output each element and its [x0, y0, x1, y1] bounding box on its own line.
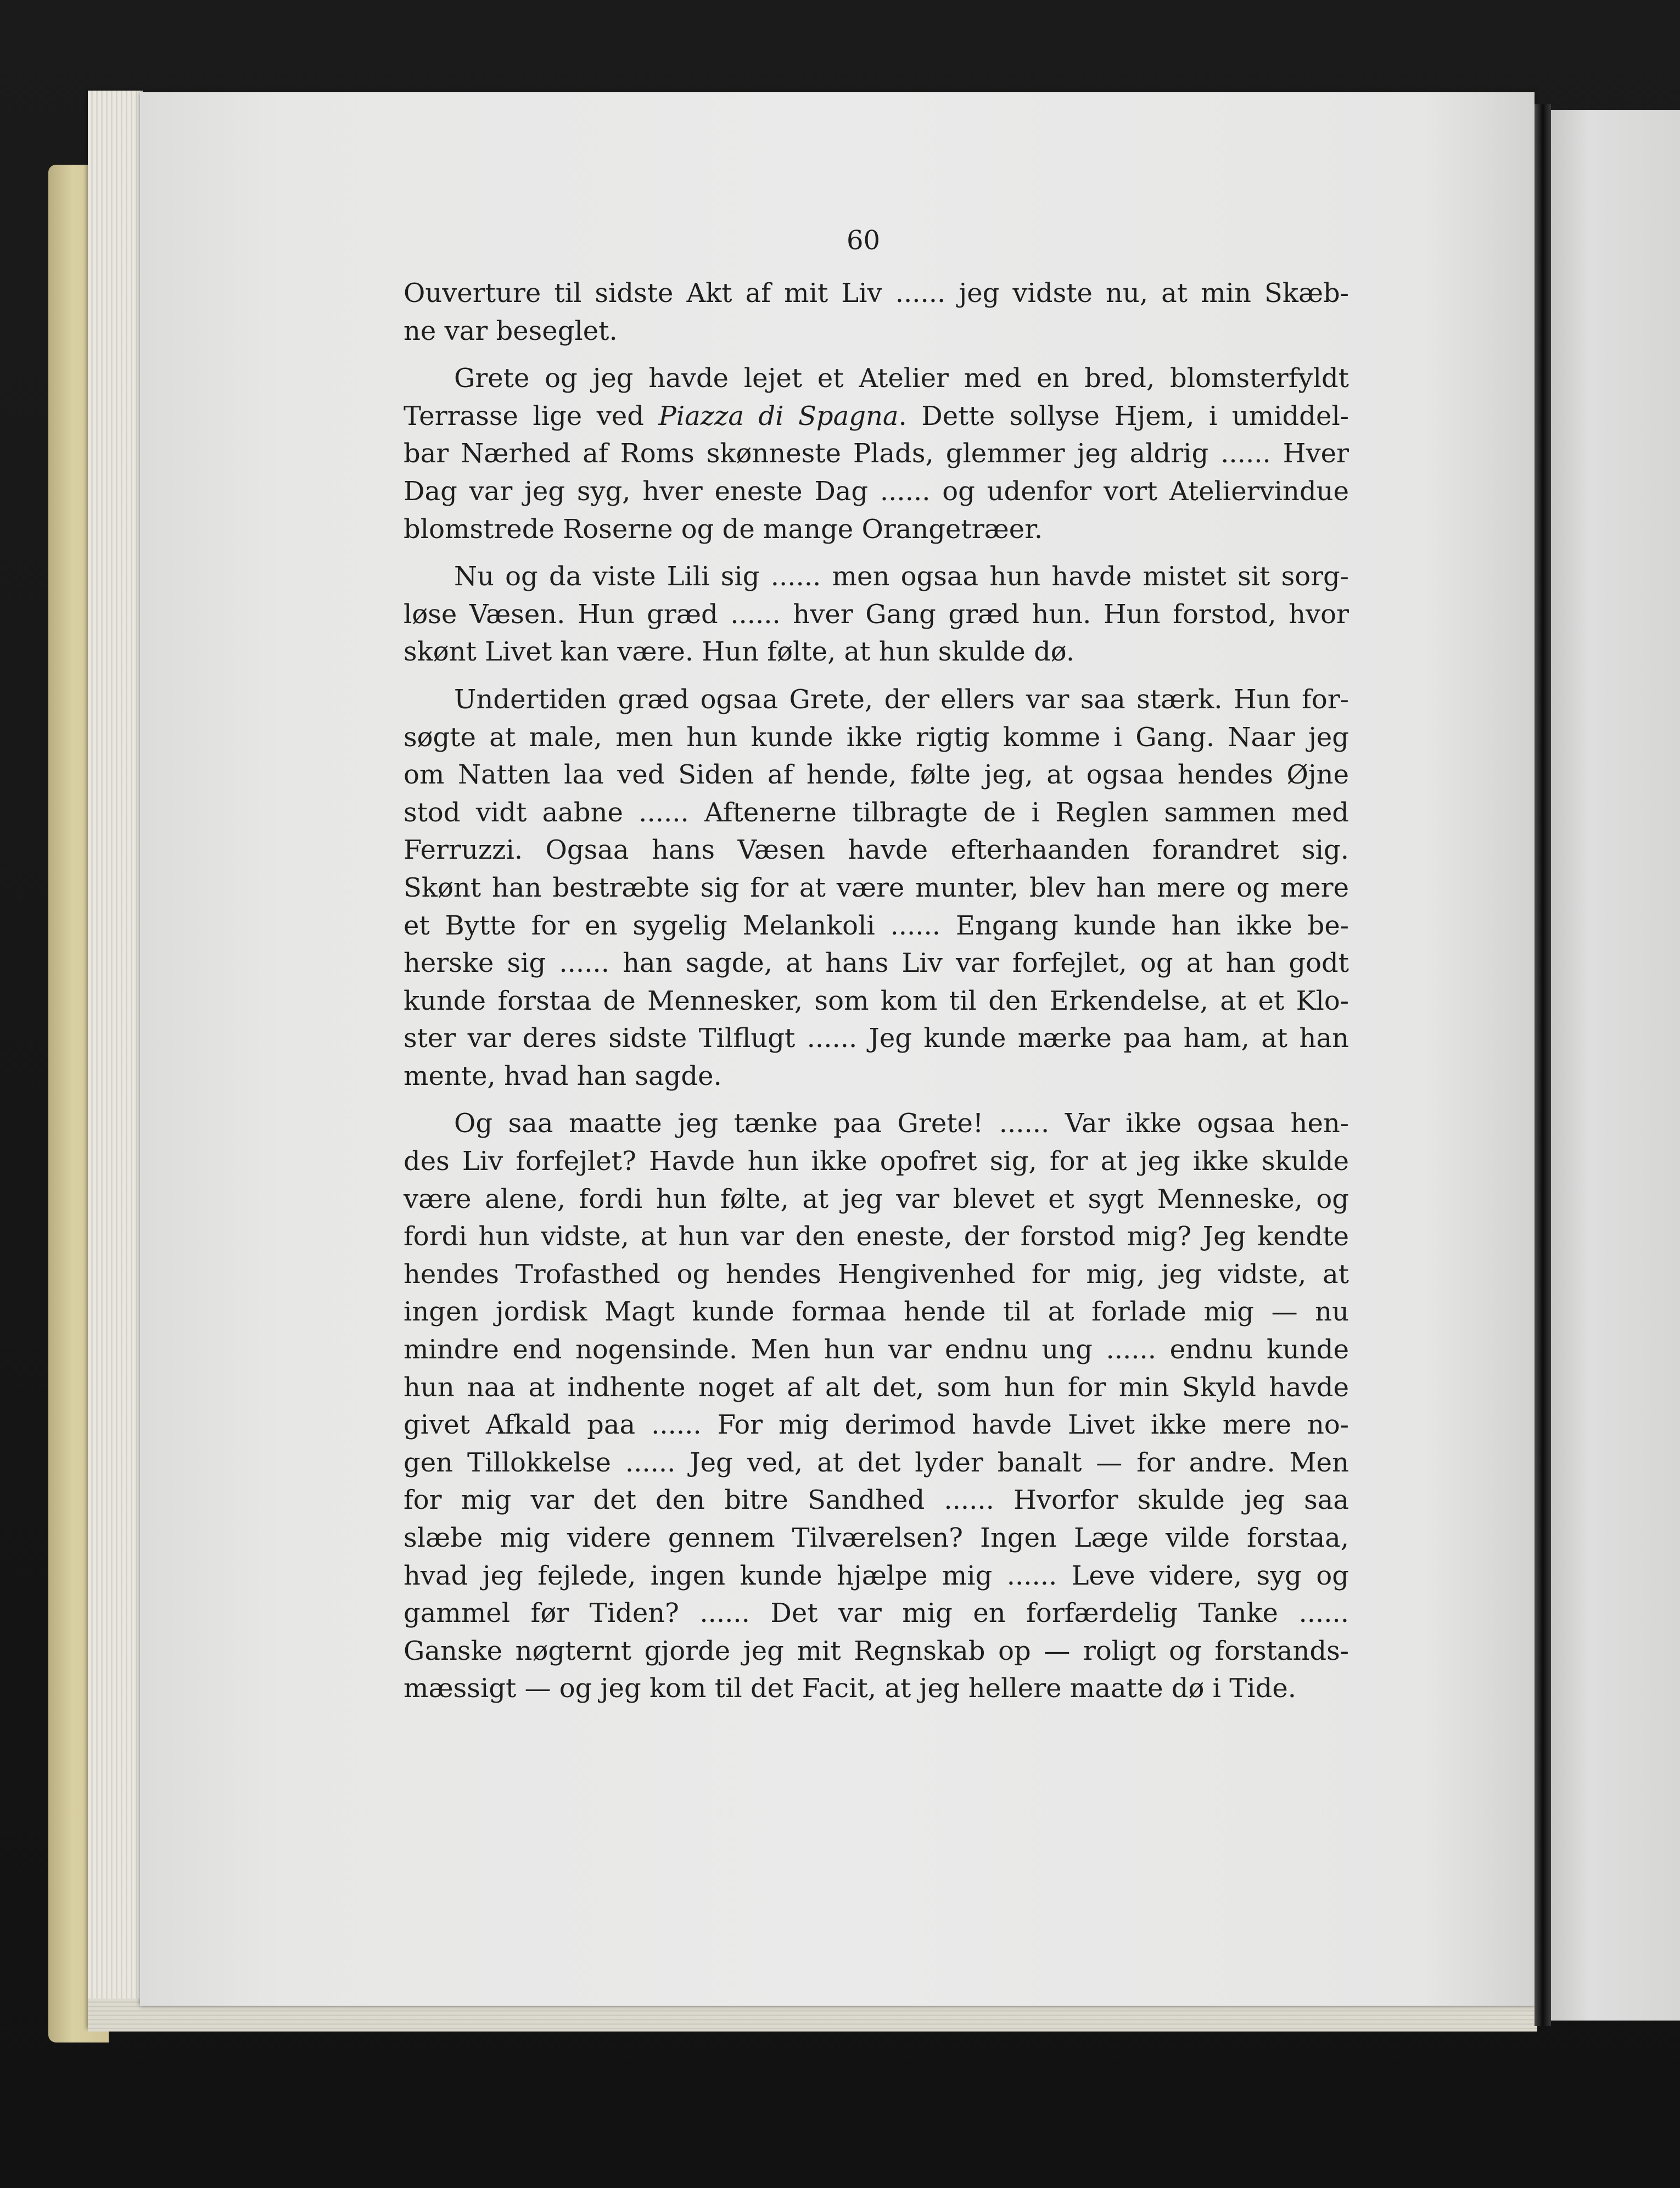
text-line: for mig var det den bitre Sandhed ...... Hvorfor skulde jeg saa	[404, 1485, 1349, 1516]
text-line: ster var deres sidste Tilflugt ...... Jeg kunde mærke paa ham, at han	[404, 1023, 1349, 1054]
text-line: kunde forstaa de Mennesker, som kom til den Erkendelse, at et Klo-	[404, 985, 1349, 1016]
text-line: bar Nærhed af Roms skønneste Plads, glemmer jeg aldrig ...... Hver	[404, 438, 1349, 469]
book-gutter	[1535, 104, 1551, 2026]
text-line: ne var beseglet.	[404, 315, 618, 346]
text-line: blomstrede Roserne og de mange Orangetræer.	[404, 513, 1043, 545]
text-line: gen Tillokkelse ...... Jeg ved, at det lyder banalt — for andre. Men	[404, 1447, 1349, 1478]
text-line: Ganske nøgternt gjorde jeg mit Regnskab op — roligt og forstands-	[404, 1635, 1349, 1666]
paragraph	[404, 275, 1349, 350]
paragraph	[404, 360, 1349, 548]
text-line: des Liv forfejlet? Havde hun ikke opofret sig, for at jeg ikke skulde	[404, 1146, 1349, 1177]
text-line: søgte at male, men hun kunde ikke rigtig komme i Gang. Naar jeg	[404, 721, 1349, 753]
text-line: gammel før Tiden? ...... Det var mig en forfærdelig Tanke ......	[404, 1598, 1349, 1629]
paragraph-gap	[404, 548, 1349, 558]
text-line: stod vidt aabne ...... Aftenerne tilbragte de i Reglen sammen med	[404, 797, 1349, 828]
text-line: slæbe mig videre gennem Tilværelsen? Ingen Læge vilde forstaa,	[404, 1523, 1349, 1553]
paragraph-gap	[404, 1095, 1349, 1105]
text-line: fordi hun vidste, at hun var den eneste, der forstod mig? Jeg kendte	[404, 1221, 1349, 1252]
text-line: om Natten laa ved Siden af hende, følte jeg, at ogsaa hendes Øjne	[404, 759, 1349, 791]
text-line: løse Væsen. Hun græd ...... hver Gang græd hun. Hun forstod, hvor	[404, 598, 1349, 630]
text-line: hvad jeg fejlede, ingen kunde hjælpe mig ...... Leve videre, syg og	[404, 1560, 1349, 1591]
text-line: givet Afkald paa ...... For mig derimod havde Livet ikke mere no-	[404, 1409, 1349, 1441]
page-edges	[88, 91, 143, 2029]
text-line: et Bytte for en sygelig Melankoli ...... Engang kunde han ikke be-	[404, 910, 1349, 941]
paragraph	[404, 1105, 1349, 1708]
paragraph	[404, 558, 1349, 671]
body-text	[404, 275, 1349, 1708]
paragraph	[404, 681, 1349, 1095]
text-line: Ferruzzi. Ogsaa hans Væsen havde efterhaanden forandret sig.	[404, 835, 1349, 866]
text-line: Nu og da viste Lili sig ...... men ogsaa hun havde mistet sit sorg-	[454, 561, 1349, 592]
facing-page	[1551, 110, 1680, 2021]
text-line: Skønt han bestræbte sig for at være munter, blev han mere og mere	[404, 872, 1349, 903]
text-line: ingen jordisk Magt kunde formaa hende til at forlade mig — nu	[404, 1296, 1349, 1328]
text-line: mæssigt — og jeg kom til det Facit, at jeg hellere maatte dø i Tide.	[404, 1673, 1297, 1704]
text-line: være alene, fordi hun følte, at jeg var blevet et sygt Menneske, og	[404, 1183, 1349, 1215]
text-line: mente, hvad han sagde.	[404, 1060, 722, 1092]
text-line: hun naa at indhente noget af alt det, som hun for min Skyld havde	[404, 1372, 1349, 1403]
text-line: Grete og jeg havde lejet et Atelier med en bred, blomsterfyldt	[454, 363, 1349, 394]
text-line: skønt Livet kan være. Hun følte, at hun skulde dø.	[404, 636, 1075, 668]
text-line: herske sig ...... han sagde, at hans Liv var forfejlet, og at han godt	[404, 948, 1349, 979]
page-number: 60	[846, 225, 881, 256]
paragraph-gap	[404, 671, 1349, 681]
text-line: Ouverture til sidste Akt af mit Liv ...... jeg vidste nu, at min Skæb-	[404, 278, 1349, 309]
text-line: Dag var jeg syg, hver eneste Dag ...... og udenfor vort Ateliervindue	[404, 475, 1349, 507]
text-line: Og saa maatte jeg tænke paa Grete! ...... Var ikke ogsaa hen-	[454, 1108, 1349, 1139]
text-line: hendes Trofasthed og hendes Hengivenhed for mig, jeg vidste, at	[404, 1258, 1349, 1290]
paragraph-gap	[404, 350, 1349, 360]
text-line: mindre end nogensinde. Men hun var endnu ung ...... endnu kunde	[404, 1334, 1349, 1366]
text-line: Undertiden græd ogsaa Grete, der ellers var saa stærk. Hun for-	[454, 684, 1349, 715]
text-line: Terrasse lige ved Piazza di Spagna. Dette sollyse Hjem, i umiddel-	[404, 400, 1349, 432]
